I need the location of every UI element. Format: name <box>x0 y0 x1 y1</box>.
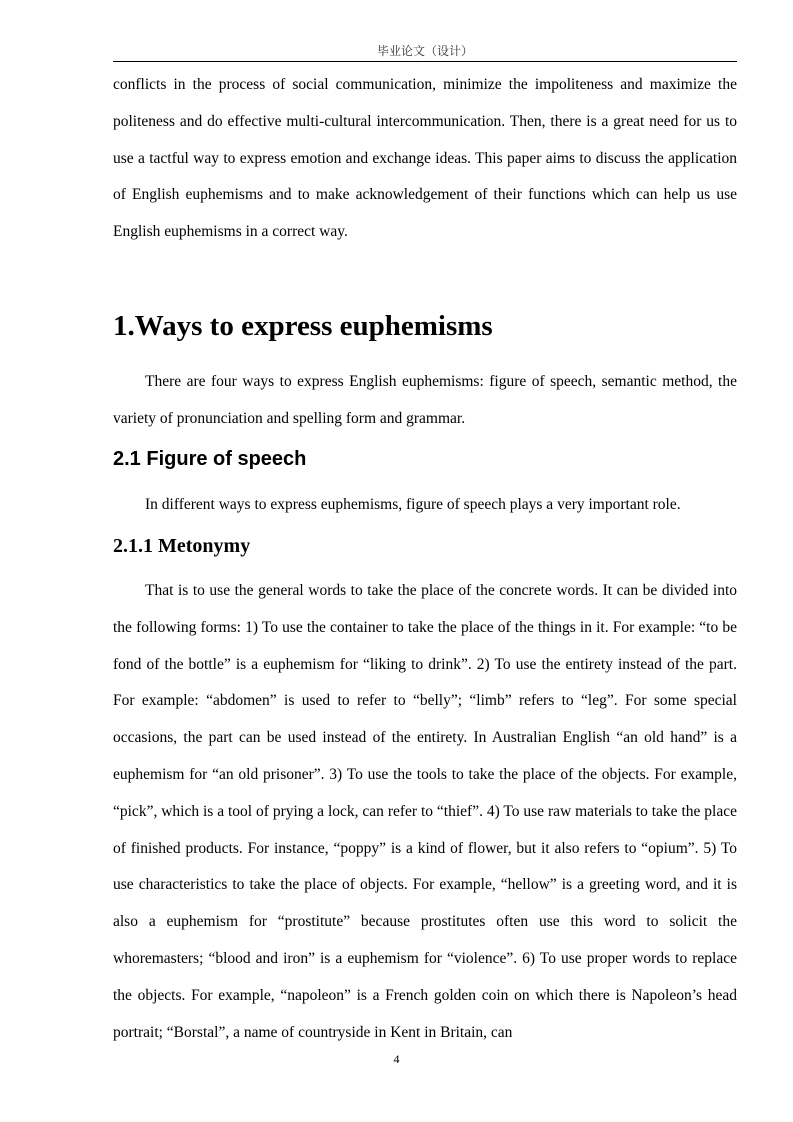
intro-paragraph: conflicts in the process of social communication, minimize the impoliteness and maximize the politeness and do effective multi-cultural intercommunication. Then, there is a great need for us to use a tactful way to express emotion and exchange ideas. This paper aims to discuss the application of English euphemisms and to make acknowledgement of their functions which can help us use English euphemisms in a correct way. <box>113 76 737 241</box>
ways-paragraph: There are four ways to express English euphemisms: figure of speech, semantic method, the variety of pronunciation and spelling form and grammar. <box>113 373 737 427</box>
subsubsection-heading: 2.1.1 Metonymy <box>113 535 251 557</box>
figure-paragraph: In different ways to express euphemisms, figure of speech plays a very important role. <box>145 496 681 513</box>
subsection-heading: 2.1 Figure of speech <box>113 448 307 470</box>
section-heading: 1.Ways to express euphemisms <box>113 310 493 342</box>
running-header: 毕业论文（设计） <box>376 44 473 58</box>
page-number: 4 <box>393 1052 400 1066</box>
metonymy-paragraph: That is to use the general words to take the place of the concrete words. It can be divided into the following forms: 1) To use the container to take the place of the things in it. For example: “to be fond of the bottle” is a euphemism for “liking to drink”. 2) To use the entirety instead of the part. For example: “abdomen” is used to refer to “belly”; “limb” refers to “leg”. For some special occasions, the part can be used instead of the entirety. In Australian English “an old hand” is a euphemism for “an old prisoner”. 3) To use the tools to take the place of the objects. For example, “pick”, which is a tool of prying a lock, can refer to “thief”. 4) To use raw materials to take the place of finished products. For instance, “poppy” is a kind of flower, but it also refers to “opium”. 5) To use characteristics to take the place of objects. For example, “hellow” is a greeting word, and it is also a euphemism for “prostitute” because prostitutes often use this word to solicit the whoremasters; “blood and iron” is a euphemism for “violence”. 6) To use proper words to replace the objects. For example, “napoleon” is a French golden coin on which there is Napoleon’s head portrait; “Borstal”, a name of countryside in Kent in Britain, can <box>113 582 737 1041</box>
header-rule <box>113 61 737 62</box>
